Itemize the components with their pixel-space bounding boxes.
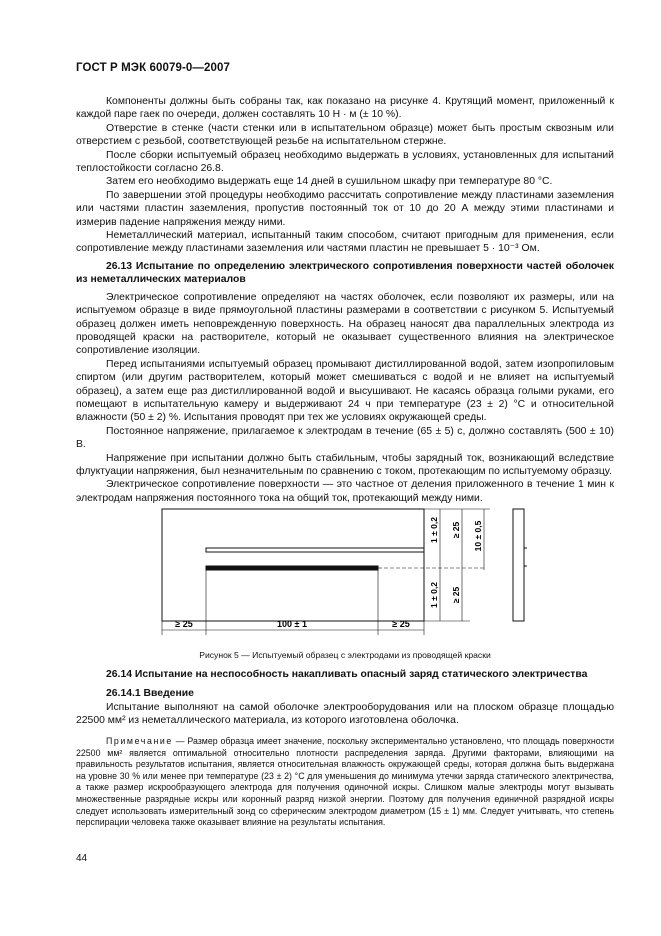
subsection-heading-26-14-1: 26.14.1 Введение [106,688,194,700]
paragraph: Постоянное напряжение, прилагаемое к электродам в течение (65 ± 5) с, должно составлять (500 ± 10) В. [76,425,614,451]
dim-middle-label: 100 ± 1 [277,619,307,629]
section-heading-26-14: 26.14 Испытание на неспособность накапливать опасный заряд статического электричества [106,669,588,680]
dim-right-label: ≥ 25 [392,619,410,629]
dim-v1-label: 1 ± 0,2 [429,517,439,543]
note-block [76,736,614,829]
paragraph: Неметаллический материал, испытанный таким способом, считают пригодным для применения, если сопротивление между пластинами заземления или частями пластин не превышает 5 · 10⁻³ Ом. [76,230,614,255]
upper-electrode [206,548,424,552]
paragraph: Электрическое сопротивление определяют на частях оболочек, если позволяют их размеры, или на испытуемом образце в виде прямоугольной пластины размерами в соответствии с рисунком 5. Испытуемый образец должен иметь неповрежденную поверхность. На образец наносят два параллельных электрода из проводящей краски на растворителе, который не оказывает существенного влияния на электрическое сопротивление изоляции. [76,291,614,357]
paragraph: Перед испытаниями испытуемый образец промывают дистиллированной водой, затем изопропиловым спиртом (или другим растворителем, который может смешиваться с водой и не влияет на испытуемый образец), а затем еще раз дистиллированной водой и высушивают. Не касаясь образца голыми руками, его помещают в испытательную камеру и выдерживают 24 ч при температуре (23 ± 2) °C и относительной влажности (50 ± 2) %. Испытания проводят при тех же условиях окружающей среды. [76,358,614,424]
paragraph: Электрическое сопротивление поверхности — это частное от деления приложенного в течение 1 мин к электродам напряжения постоянного тока на общий ток, протекающий между ними. [76,479,614,504]
paragraph: Компоненты должны быть собраны так, как показано на рисунке 4. Крутящий момент, приложенный к каждой паре гаек по очереди, должен составлять 10 Н · м (± 10 %). [76,96,614,121]
dim-v5-label: ≥ 25 [451,586,461,604]
note-text: — Размер образца имеет значение, поскольку экспериментально установлено, что площадь поверхности 22500 мм² является оптимальной относительно плотности распределения заряда. Другими факторами, влияющими на правильность результатов испытания, является относительная влажность окружающей среды, которая должна быть выдержана на уровне 30 % или менее при температуре (23 ± 2) °C для уменьшения до минимума утечки заряда статического электричества, а также размер искрообразующего электрода для получения одиночной искры. Слишком малые электроды могут вызывать множественные разрядные искры или коронный разряд низкой энергии. Поэтому для получения единичной разрядной искры следует использовать измерительный зонд со сферическим электродом диаметром (15 ± 1) мм. Следует учитывать, что степень перспирации человека также оказывает влияние на результаты испытания. [76,736,614,828]
document-header: ГОСТ Р МЭК 60079-0—2007 [76,62,230,74]
section-heading-26-13: 26.13 Испытание по определению электрического сопротивления поверхности частей оболочек из неметаллических материалов [76,260,614,286]
dim-v2-label: ≥ 25 [451,521,461,539]
note-paragraph [76,736,614,829]
paragraph: Отверстие в стенке (части стенки или в испытательном образце) может быть простым сквозным или отверстием с резьбой, соответствующей резьбе на испытательном стержне. [76,122,614,148]
dim-left-label: ≥ 25 [175,619,193,629]
text-block-top [76,95,614,505]
page-number: 44 [76,853,88,864]
figure-caption: Рисунок 5 — Испытуемый образец с электродами из проводящей краски [199,650,491,660]
figure-5-diagram [140,500,540,640]
text-block-26-14 [76,668,614,728]
paragraph: Испытание выполняют на самой оболочке электрооборудования или на плоском образце площадью 22500 мм² из неметаллического материала, из которого изготовлена оболочка. [76,701,614,727]
specimen-side-view [513,509,524,621]
paragraph: После сборки испытуемый образец необходимо выдержать в условиях, установленных для испытаний теплостойкости согласно 26.8. [76,149,614,175]
paragraph: Затем его необходимо выдержать еще 14 дней в сушильном шкафу при температуре 80 °C. [106,176,553,188]
note-label: Примечание [106,736,173,746]
specimen-plate [162,509,424,621]
dim-v3-label: 10 ± 0,5 [473,520,483,552]
lower-electrode [206,566,378,570]
paragraph: По завершении этой процедуры необходимо рассчитать сопротивление между пластинами заземления или частями пластин заземления, пропустив постоянный ток от 10 до 20 А между этими пластинами и измерив падение напряжения между ними. [76,189,614,228]
dim-v4-label: 1 ± 0,2 [429,582,439,608]
paragraph: Напряжение при испытании должно быть стабильным, чтобы зарядный ток, возникающий вследствие флуктуации напряжения, был незначительным по сравнению с током, протекающим по испытуемому образцу. [76,452,614,477]
